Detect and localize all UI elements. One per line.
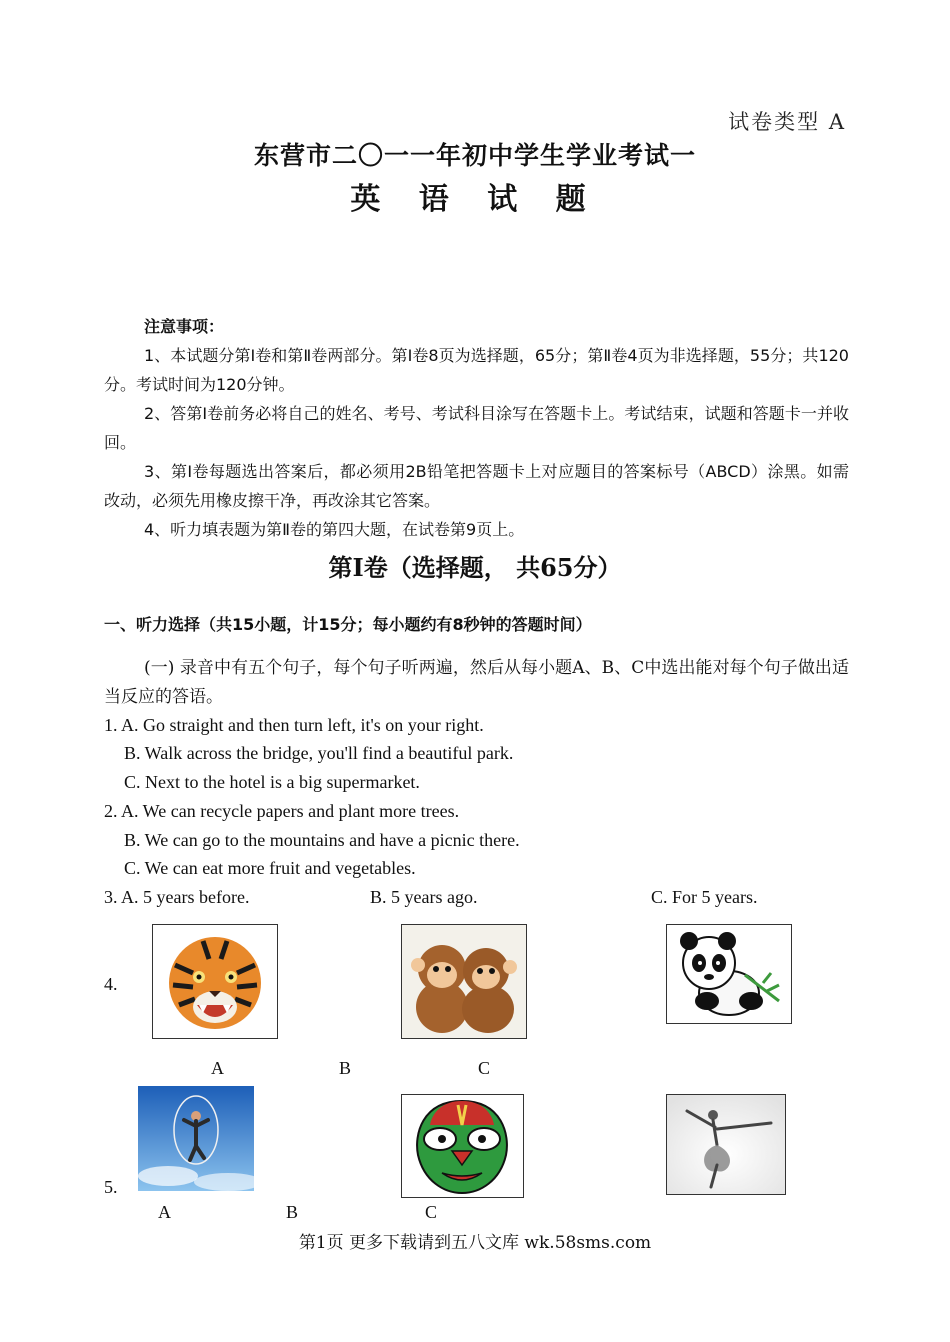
question-4-label-b: B xyxy=(339,1058,352,1078)
notice-heading: 注意事项： xyxy=(144,317,225,336)
question-5-label-c: C xyxy=(425,1202,438,1222)
notice-item: 2、答第Ⅰ卷前务必将自己的姓名、考号、考试科目涂写在答题卡上。考试结束，试题和答题卡一并收回。 xyxy=(104,404,849,452)
question-3-option-c: C. For 5 years. xyxy=(651,887,758,907)
ballet-dancer-icon xyxy=(666,1094,786,1195)
section-title: 一、听力选择（共15小题，计15分；每小题约有8秒钟的答题时间） xyxy=(104,615,592,634)
question-2-option-a: 2. A. We can recycle papers and plant more trees. xyxy=(104,801,460,821)
question-4-label-c: C xyxy=(478,1058,491,1078)
question-5-label-b: B xyxy=(286,1202,299,1222)
notice-item: 3、第Ⅰ卷每题选出答案后，都必须用2B铅笔把答题卡上对应题目的答案标号（ABCD）涂黑。如需改动，必须先用橡皮擦干净，再改涂其它答案。 xyxy=(104,462,849,510)
question-4-label-a: A xyxy=(211,1058,224,1078)
rope-skipping-icon xyxy=(138,1086,254,1191)
question-5-number: 5. xyxy=(104,1177,118,1197)
tiger-icon xyxy=(152,924,278,1039)
question-2-option-c: C. We can eat more fruit and vegetables. xyxy=(124,858,416,878)
listening-instruction: (一) 录音中有五个句子，每个句子听两遍，然后从每小题A、B、C中选出能对每个句子做出适当反应的答语。 xyxy=(104,658,849,707)
monkeys-icon xyxy=(401,924,527,1039)
panda-icon xyxy=(666,924,792,1024)
question-3-option-b: B. 5 years ago. xyxy=(370,887,478,907)
page-footer: 第1页 更多下载请到五八文库 wk.58sms.com xyxy=(298,1233,652,1253)
question-1-option-c: C. Next to the hotel is a big supermarket. xyxy=(124,772,420,792)
exam-title: 东营市二〇一一年初中学生学业考试一 xyxy=(253,141,696,170)
question-3-option-a: 3. A. 5 years before. xyxy=(104,887,250,907)
question-1-option-a: 1. A. Go straight and then turn left, it's on your right. xyxy=(104,715,484,735)
paper-type: 试卷类型 A xyxy=(728,110,846,134)
notice-item: 1、本试题分第Ⅰ卷和第Ⅱ卷两部分。第Ⅰ卷8页为选择题，65分；第Ⅱ卷4页为非选择题，55分；共120分。考试时间为120分钟。 xyxy=(104,346,849,394)
question-5-label-a: A xyxy=(158,1202,171,1222)
question-2-option-b: B. We can go to the mountains and have a picnic there. xyxy=(124,830,520,850)
opera-mask-icon xyxy=(401,1094,524,1198)
notice-item: 4、听力填表题为第Ⅱ卷的第四大题，在试卷第9页上。 xyxy=(144,520,525,539)
part-title: 第Ⅰ卷（选择题， 共65分） xyxy=(328,553,622,582)
question-1-option-b: B. Walk across the bridge, you'll find a beautiful park. xyxy=(124,743,514,763)
subject-title: 英 语 试 题 xyxy=(350,182,600,217)
question-4-number: 4. xyxy=(104,974,118,994)
notice-section xyxy=(104,312,849,544)
